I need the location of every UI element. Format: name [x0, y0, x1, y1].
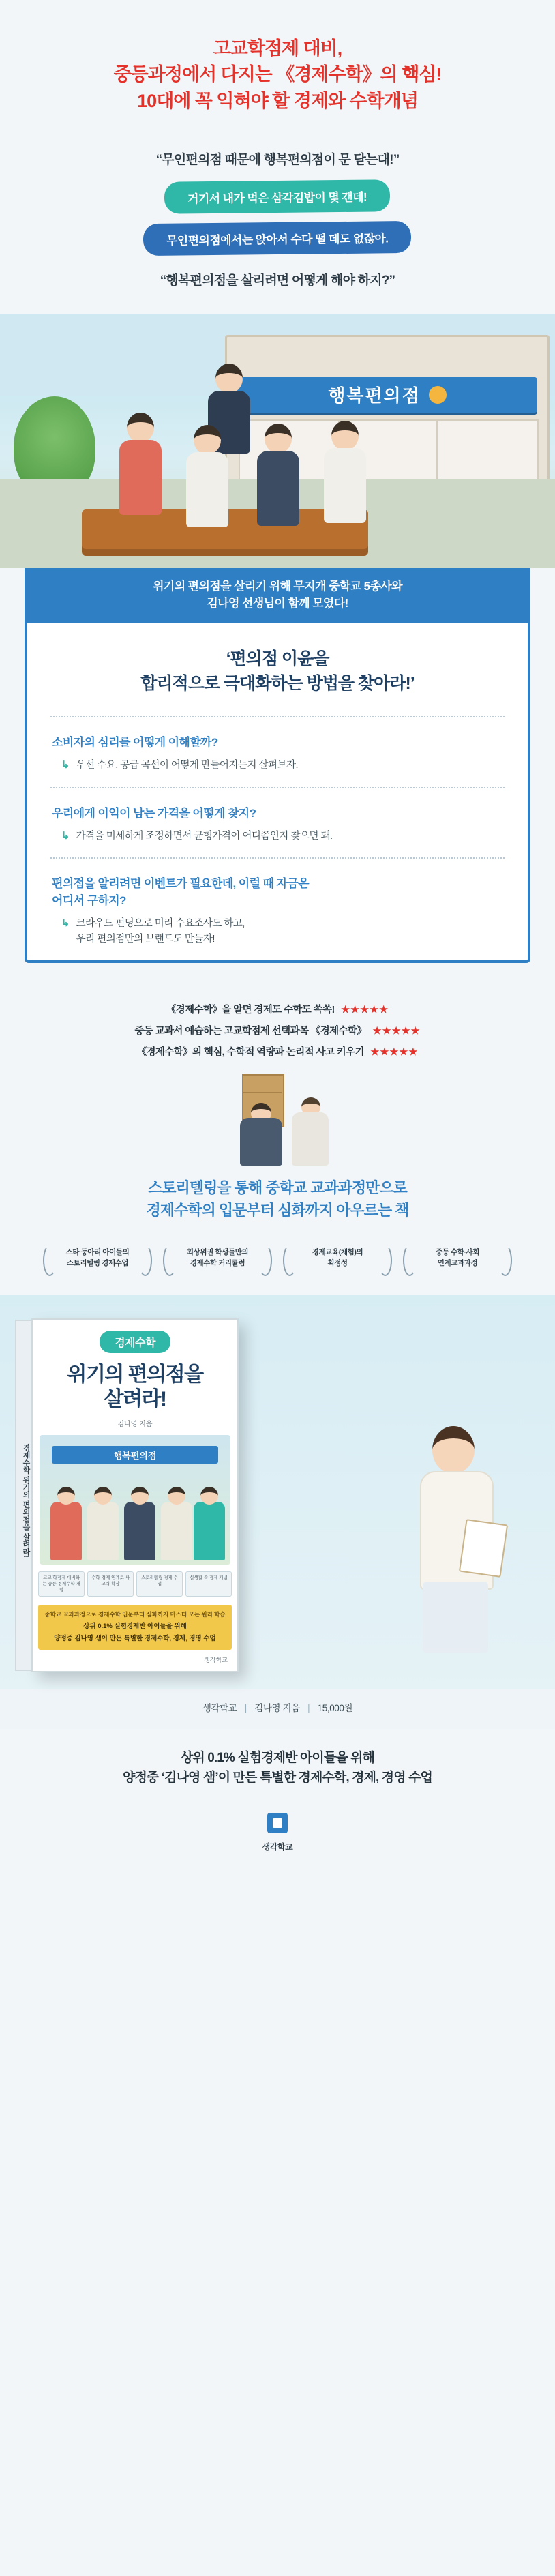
figure-body — [119, 440, 162, 515]
teacher-illustration — [405, 1426, 507, 1651]
credit-publisher: 생각학교 — [202, 1702, 237, 1713]
credit-separator: | — [244, 1702, 247, 1713]
book-spine: 경제수학 위기의 편의점을 살려라! — [15, 1320, 33, 1671]
qa-question: 우리에게 이익이 남는 가격을 어떻게 찾지? — [52, 806, 256, 820]
review-stars: ★★★★★ — [372, 1026, 421, 1037]
headline-line-1: 고교학점제 대비, — [213, 38, 342, 59]
headline-line-3: 10대에 꼭 익혀야 할 경제와 수학개념 — [137, 90, 418, 111]
book-cover-section — [0, 1295, 555, 1689]
laurel-badge — [400, 1242, 515, 1275]
figure-skirt — [423, 1582, 488, 1653]
figure-body — [257, 451, 299, 526]
credit-line — [0, 1689, 555, 1729]
figure-head — [57, 1487, 75, 1505]
qa-question-line-1: 편의점을 알리려면 이벤트가 필요한데, 이럴 때 자금은 — [52, 877, 309, 891]
footer-line-1: 상위 0.1% 실험경제반 아이들을 위해 — [180, 1750, 375, 1765]
qa-question — [52, 874, 503, 908]
laurel-line-2: 스토리텔링 경제수업 — [66, 1259, 129, 1268]
laurel-badge — [280, 1242, 395, 1275]
qa-answer-line-2: 우리 편의점만의 브랜드도 만들자! — [76, 933, 215, 945]
cover-publisher: 생각학교 — [204, 1656, 228, 1663]
laurel-leaf-left-icon — [403, 1245, 417, 1276]
laurel-line-2: 경제수학 커리큘럼 — [190, 1259, 245, 1268]
qa-answer-text: 가격을 미세하게 조정하면서 균형가격이 어디쯤인지 찾으면 돼. — [76, 830, 333, 842]
review-text: 《경제수학》의 핵심, 수학적 역량과 논리적 사고 키우기 — [136, 1047, 364, 1058]
laurel-leaf-right-icon — [378, 1245, 392, 1276]
credit-separator: | — [308, 1702, 310, 1713]
cover-band — [38, 1605, 232, 1649]
mission-panel-header — [27, 567, 528, 623]
cover-band-line-2: 상위 0.1% 실험경제반 아이들을 위해 — [83, 1623, 187, 1631]
review-row — [0, 1041, 555, 1062]
mission-header-line-2: 김나영 선생님이 함께 모였다! — [207, 597, 348, 610]
credit-price: 15,000원 — [317, 1702, 353, 1713]
cover-figure — [194, 1502, 225, 1560]
qa-answer — [52, 916, 503, 947]
figure-head — [432, 1426, 475, 1474]
figure-head — [265, 424, 292, 454]
cover-feature-chips — [33, 1565, 237, 1599]
figure-head — [200, 1487, 218, 1505]
laurel-badge — [160, 1242, 275, 1275]
cover-figure — [161, 1502, 192, 1560]
delivery-illustration — [0, 1067, 555, 1170]
student-figure — [116, 413, 165, 515]
laurel-leaf-right-icon — [138, 1245, 152, 1276]
qa-answer-block — [76, 916, 245, 947]
cover-figure — [50, 1502, 82, 1560]
laurel-badges — [0, 1239, 555, 1295]
laurel-line-1: 경제교육(체험)의 — [312, 1248, 363, 1257]
publisher-logo — [0, 1798, 555, 1873]
laurel-line-1: 최상위권 학생들만의 — [186, 1248, 249, 1257]
cover-chip: 실생활 속 경제 개념 — [185, 1571, 232, 1597]
mission-title — [27, 623, 528, 717]
figure-head — [331, 421, 359, 451]
mission-title-line-1: ‘편의점 이윤을 — [226, 649, 329, 668]
laurel-leaf-right-icon — [498, 1245, 512, 1276]
student-figure — [320, 421, 370, 523]
laurel-line-2: 연계교과과정 — [437, 1259, 478, 1268]
cover-chip: 스토리텔링 경제 수업 — [136, 1571, 183, 1597]
book-cover — [22, 1318, 239, 1672]
cover-title — [33, 1356, 237, 1414]
store-sign — [237, 377, 537, 413]
store-sign-dot-icon — [429, 386, 447, 404]
qa-answer-text: 우선 수요, 공급 곡선이 어떻게 만들어지는지 살펴보자. — [76, 760, 299, 771]
figure-head — [131, 1487, 149, 1505]
arrow-icon: ↳ — [61, 830, 70, 842]
review-row — [0, 998, 555, 1020]
figure-body — [186, 452, 228, 527]
cover-band-line-1: 중학교 교과과정으로 경제수학 입문부터 심화까지 마스터 모든 원리 학습 — [44, 1611, 226, 1618]
mission-header-line-1: 위기의 편의점을 살리기 위해 무지개 중학교 5총사와 — [153, 579, 402, 593]
arrow-icon: ↳ — [61, 918, 70, 930]
courier-figure — [240, 1118, 282, 1166]
qa-item — [27, 717, 528, 786]
qa-item — [27, 788, 528, 857]
review-text: 중등 교과서 예습하는 고교학점제 선택과목 《경제수학》 — [134, 1026, 367, 1037]
mission-panel — [25, 564, 530, 963]
story-block — [0, 1170, 555, 1239]
student-figure — [254, 424, 303, 526]
cover-band-line-3: 양정중 김나영 샘이 만든 특별한 경제수학, 경제, 경영 수업 — [54, 1635, 216, 1643]
cover-top — [33, 1320, 237, 1356]
cover-title-line-2: 살려라! — [104, 1388, 166, 1411]
qa-answer — [52, 758, 503, 773]
review-row — [0, 1020, 555, 1041]
laurel-line-2: 획정성 — [327, 1259, 348, 1268]
laurel-badge — [40, 1242, 155, 1275]
cover-figure — [87, 1502, 119, 1560]
cover-figure — [124, 1502, 155, 1560]
headline-line-2: 중등과정에서 다지는 《경제수학》의 핵심! — [113, 64, 442, 85]
cover-title-line-1: 위기의 편의점을 — [67, 1363, 203, 1386]
qa-question-line-2: 어디서 구하지? — [52, 894, 126, 908]
review-stars: ★★★★★ — [370, 1047, 419, 1058]
qa-item — [27, 859, 528, 960]
qa-answer — [52, 829, 503, 844]
figure-head — [168, 1487, 185, 1505]
student-figure — [183, 425, 232, 527]
footer-block — [0, 1729, 555, 1798]
laurel-leaf-right-icon — [258, 1245, 272, 1276]
cover-series-tag: 경제수학 — [100, 1331, 170, 1353]
laurel-leaf-left-icon — [283, 1245, 297, 1276]
mission-panel-wrapper — [0, 564, 555, 981]
review-text: 《경제수학》을 알면 경제도 수학도 쏙쏙! — [166, 1005, 335, 1016]
figure-body — [324, 448, 366, 523]
laurel-line-1: 스타 둥아리 아이들의 — [65, 1248, 130, 1257]
laurel-leaf-left-icon — [163, 1245, 177, 1276]
cover-chip: 고교 학점제 대비하는 중등 경제수학 개념 — [38, 1571, 85, 1597]
reviews-block — [0, 981, 555, 1067]
helper-figure — [292, 1112, 329, 1166]
mission-title-line-2: 합리적으로 극대화하는 방법을 찾아라!’ — [140, 674, 415, 694]
speech-bubble-1: 거기서 내가 먹은 삼각김밥이 몇 갠데! — [164, 179, 390, 213]
figure-head — [94, 1487, 112, 1505]
quote-top: “무인편의점 때문에 행복편의점이 문 닫는대!” — [155, 152, 400, 167]
cover-artwork — [40, 1435, 230, 1565]
credit-author: 김나영 지음 — [254, 1702, 300, 1713]
store-sign-label: 행복편의점 — [328, 385, 421, 406]
footer-line-2: 양정중 ‘김나영 샘’이 만든 특별한 경제수학, 경제, 경영 수업 — [123, 1771, 432, 1786]
story-line-2: 경제수학의 입문부터 심화까지 아우르는 책 — [146, 1202, 409, 1219]
publisher-logo-name: 생각학교 — [262, 1841, 293, 1852]
review-stars: ★★★★★ — [341, 1005, 389, 1016]
figure-head — [215, 364, 243, 394]
qa-answer-line-1: 크라우드 펀딩으로 미리 수요조사도 하고, — [76, 918, 245, 930]
headline-block — [0, 0, 555, 132]
laurel-line-1: 중등 수학·사회 — [435, 1248, 480, 1257]
speech-bubble-2: 무인편의점에서는 앉아서 수다 떨 데도 없잖아. — [143, 221, 412, 256]
quotes-block — [0, 132, 555, 309]
store-scene-illustration — [0, 314, 555, 568]
laurel-leaf-left-icon — [43, 1245, 57, 1276]
qa-question: 소비자의 심리를 어떻게 이해할까? — [52, 736, 218, 750]
quote-bottom: “행복편의점을 살리려면 어떻게 해야 하지?” — [160, 273, 395, 288]
figure-head — [127, 413, 154, 443]
cover-store-sign: 행복편의점 — [52, 1446, 218, 1464]
cover-author: 김나영 지음 — [117, 1421, 153, 1429]
clipboard-icon — [459, 1519, 508, 1578]
arrow-icon: ↳ — [61, 760, 70, 771]
publisher-logo-mark-icon — [267, 1813, 288, 1833]
figure-head — [194, 425, 221, 455]
story-line-1: 스토리텔링을 통해 중학교 교과과정만으로 — [148, 1179, 407, 1197]
cover-chip: 수학·경제 연계로 사고력 확장 — [87, 1571, 134, 1597]
